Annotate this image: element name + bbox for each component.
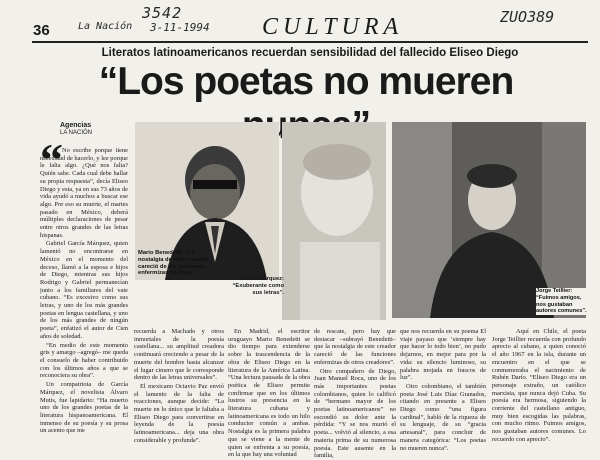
photo-caption-teillier: Jorge Teillier: “Fuimos amigos, nos gustaban autores comunes”. bbox=[536, 288, 587, 315]
photo-garcia-marquez bbox=[282, 122, 386, 320]
handwritten-reference-number: 3542 bbox=[142, 4, 183, 22]
col5-paragraph: Otro colombiano, el también poeta José Luis Díaz Granados, citando en presente a Eliseo Diego como “una figura cardinal”, habló de la riqueza de su lenguaje, de su “gracia artesanal”, para concluir de manera categórica: “Los poetas no mueren nunca”. bbox=[400, 382, 486, 452]
article-column-3 bbox=[228, 328, 310, 460]
col2-paragraph: El mexicano Octavio Paz envió el lamento de la falta de reacciones, aunque decide: “La muerte en lo único que le faltaba a Eliseo Diego para convertirse en leyenda de la poesía latinoamericana... deja una obra considerable y profunda”. bbox=[134, 382, 224, 444]
col6-paragraph: Aquí en Chile, el poeta Jorge Teillier recuerda con profundo aprecio al cubano, a quien conoció el año 1967 en la isla, durante un encuentro en el que se conmemoraba el nacimiento de Rubén Darío. “Eliseo Diego era un personaje extraño, un católico marxista, que nunca dejó Cuba. Su poesía era hermosa, siguiendo la corriente del castellano antiguo, muy bien escogidas las palabras, con mucho ritmo. Fuimos amigos, nos gustaban autores comunes. Lo recuerdo con aprecio”. bbox=[492, 328, 586, 443]
col1-paragraph: No escribe porque tiene necesidad de hacerlo, y lee porque le falta algo. ¿Qué nos falta? Quién sabe. Cada cual debe hallar su propia respuesta”, decía Eliseo Diego y esta, ya en sus 73 años de vida ayudó a muchos a buscar ese algo. Por eso su muerte, el martes pasado en México, deberá múltiples declaraciones de pesar entre otros grandes de las letras hispanas. bbox=[40, 147, 128, 239]
col4-paragraph: de rescate, pero hay que destacar –subrayó Benedetti– que la nostalgia de este creador careció de las funciones enfermizas de otros creadores”. bbox=[314, 328, 396, 366]
handwritten-date: 3-11-1994 bbox=[150, 21, 210, 34]
article-kicker: Literatos latinoamericanos recuerdan sensibilidad del fallecido Eliseo Diego bbox=[101, 47, 519, 59]
article-headline: “Los poetas no mueren bbox=[98, 60, 514, 103]
col1-paragraph: Un compatriota de García Márquez, el novelista Álvaro Mutis, fue lapidario: “Ha muerto uno de los grandes poetas de la literatura hispanoamericana. El inmenso de su poesía y su prosa un acento que me bbox=[40, 381, 128, 435]
byline-paper: LA NACIÓN bbox=[60, 130, 93, 136]
col1-paragraph: “En medio de este momento gris y amargo –agregó– me queda el consuelo de haber contribuido con los últimos años a que se reconociera su obra”. bbox=[40, 341, 128, 380]
col5-paragraph: que nos recuerda en su poema El viaje payaso que ‘siempre hay que hacer lo todo bien’, no pudo dejarnos, en mejor para por la vida: su silencio luminoso, su palabra mojada en frascos de luz”. bbox=[400, 328, 486, 382]
byline-source: Agencias bbox=[60, 122, 92, 129]
page-number: 36 bbox=[33, 22, 50, 39]
article-column-1 bbox=[40, 147, 128, 460]
archive-number: ZUO389 bbox=[500, 8, 555, 26]
col4-paragraph: Otro compañero de Diego, Juan Manuel Roca, uno de los más importantes poetas colombianos, quien lo calificó de “hermano mayor de los poetas latinoamericanos” no escondió su dolor ante la pérdida: “Y se nos murió el poeta... volvió al silencio, a esa materia prima de su numerosa poesía. Este ausente en la familia, bbox=[314, 367, 396, 460]
col1-paragraph: Gabriel García Márquez, quien lamentó no encontrarse en México en el momento del deceso, llamó a la esposa e hijos de Diego, mientras sus hijos Rodrigo y Gabriel permanecían junto a los familiares del vate cubano. “Es excesivo como sus letras, y uno de los más grandes poetas en lengua castellana, y uno de los más grandes de ningún poeta”, enfatizó el autor de Cien años de soledad. bbox=[40, 240, 128, 340]
drop-quote: “ bbox=[40, 134, 63, 185]
handwritten-source: La Nación bbox=[78, 21, 133, 32]
photo-caption-benedetti: Mario Benedetti: “La nostalgia de este creador careció de las funciones enfermizas de otros”. bbox=[138, 250, 208, 277]
article-column-5 bbox=[400, 328, 486, 460]
col2-paragraph: recuerda a Machado y otros inmortales de la poesía castellana... su amplitud creadora continuará creciendo a pesar de la muerte del hombre hasta alcanzar el lugar cimero que le corresponde dentro de las letras universales”. bbox=[134, 328, 224, 382]
photo-caption-garcia-marquez: García Márquez: “Exuberante como sus letras”. bbox=[232, 276, 284, 296]
col3-paragraph: En Madrid, el escritor uruguayo Mario Benedetti se dio tiempo para extenderse sobre la trascendencia de la obra de Eliseo Diego en la literatura de la América Latina. “Una lectura pausada de la obra poética de Eliseo permite confirmar que en los últimos lustros su presencia en la literatura cubana y latinoamericana es todo un hilo conductor común a ambas. Nostalgia es la primera palabra que se viene a la mente de quien se enfrenta a su poesía, en la que hay una voluntad bbox=[228, 328, 310, 459]
portrait-garcia-marquez-image bbox=[282, 122, 386, 320]
article-column-2 bbox=[134, 328, 224, 460]
header-rule bbox=[32, 41, 588, 43]
article-column-6 bbox=[492, 328, 586, 460]
section-title: CULTURA bbox=[262, 14, 404, 40]
article-column-4 bbox=[314, 328, 396, 460]
